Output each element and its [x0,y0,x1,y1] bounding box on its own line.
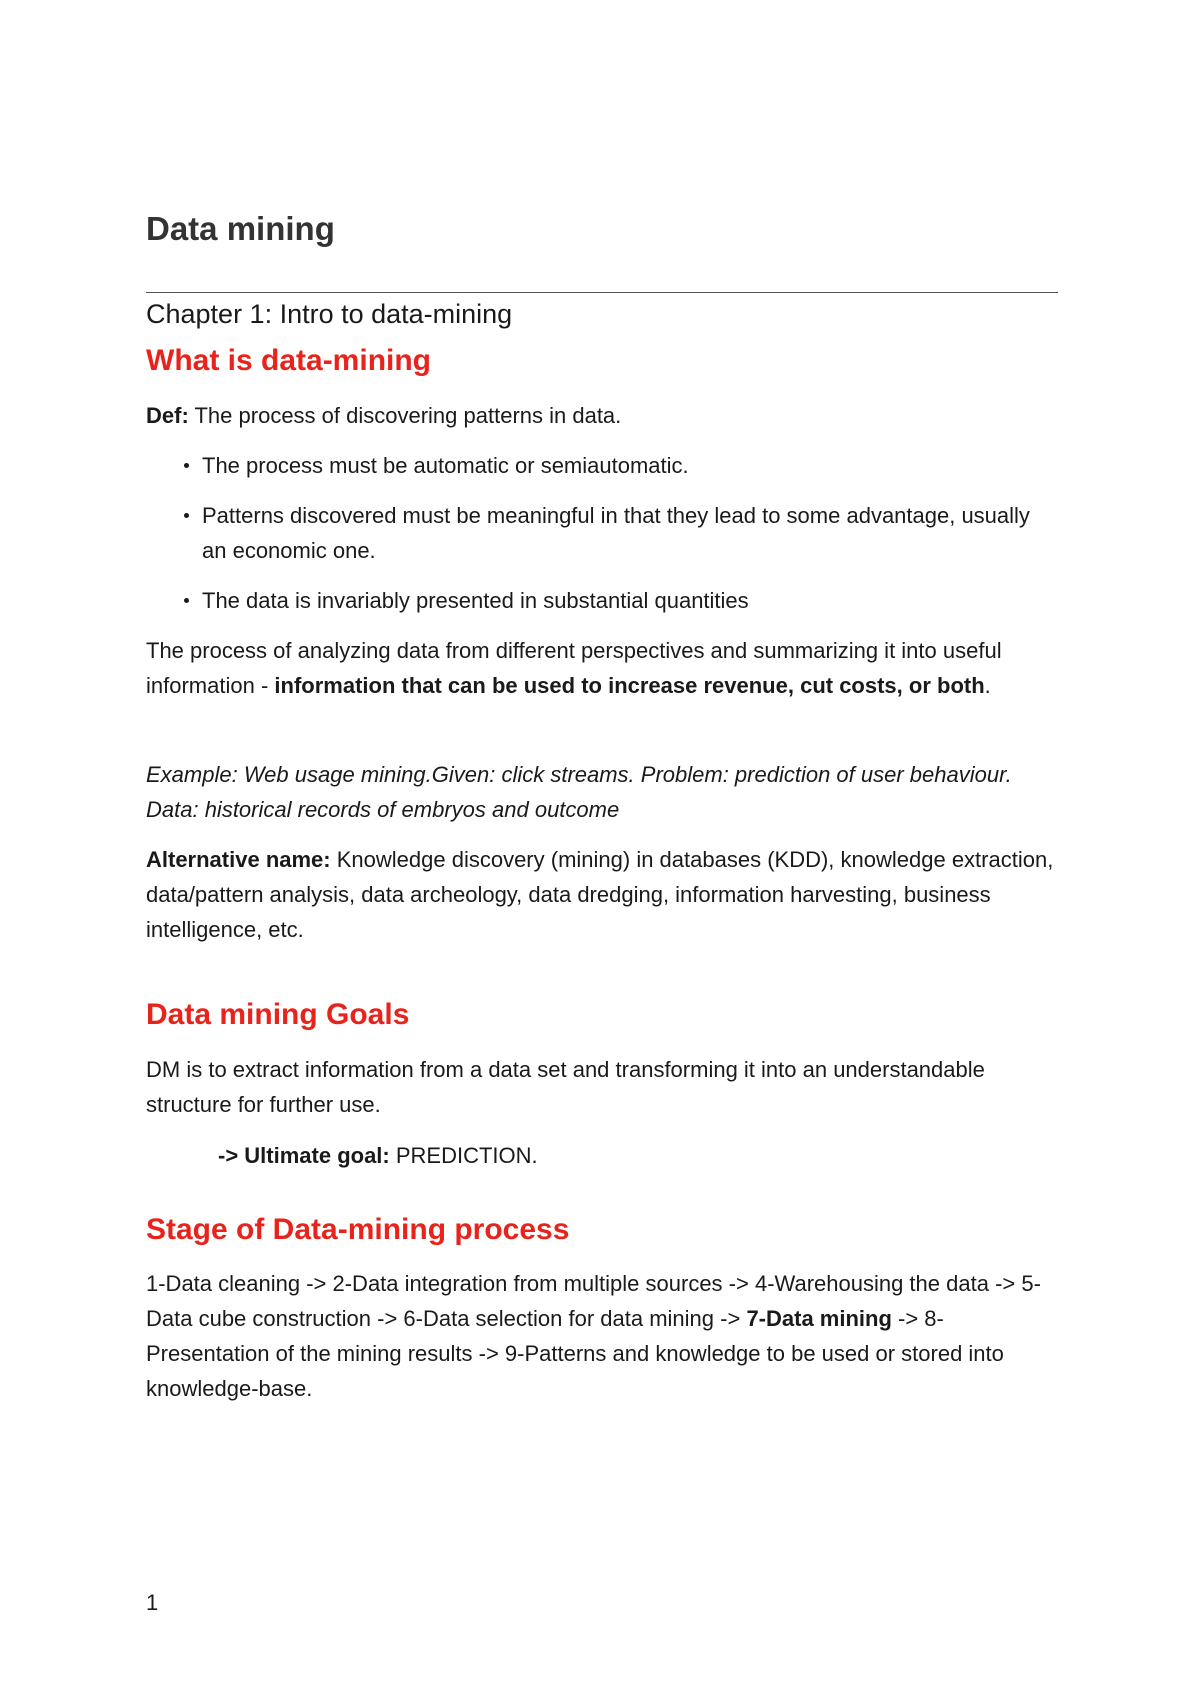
bullet-icon [184,598,189,603]
bullet-text: The process must be automatic or semiautomatic. [202,453,689,478]
analysis-paragraph [146,633,1058,703]
alternative-name-text: Knowledge discovery (mining) in databases (KDD), knowledge extraction, data/pattern analysis, data archeology, data dredging, information harvesting, business intelligence, etc. [146,847,1054,942]
page-number: 1 [146,1590,159,1615]
chapter-heading: Chapter 1: Intro to data-mining [146,299,513,329]
analysis-bold-text: information that can be used to increase revenue, cut costs, or both [274,673,985,698]
definition-text: The process of discovering patterns in data. [188,403,622,428]
title-divider [146,292,1058,293]
stages-text-start: 1-Data cleaning -> 2-Data integration from multiple sources -> 4-Warehousing the data -> 5-Data cube construction -> 6-Data selection for data mining -> [146,1271,1041,1331]
ultimate-goal-line [218,1138,1058,1173]
goals-paragraph: DM is to extract information from a data set and transforming it into an understandable structure for further use. [146,1057,985,1117]
ultimate-goal-value: PREDICTION. [389,1143,538,1168]
bullet-text: Patterns discovered must be meaningful in that they lead to some advantage, usually an economic one. [202,503,1030,563]
alternative-name-label: Alternative name: [146,847,331,872]
section-heading-stage-of-data-mining-process: Stage of Data-mining process [146,1213,570,1246]
definition-paragraph [146,398,1058,433]
alternative-name-paragraph [146,842,1058,947]
stages-text-end: -> 8-Presentation of the mining results -> 9-Patterns and knowledge to be used or stored into knowledge-base. [146,1306,1004,1401]
example-paragraph: Example: Web usage mining.Given: click streams. Problem: prediction of user behaviour. Data: historical records of embryos and outcome [146,762,1012,822]
bullet-icon [184,463,189,468]
bullet-text: The data is invariably presented in substantial quantities [202,588,749,613]
section-heading-what-is-data-mining: What is data-mining [146,344,431,377]
list-item [146,498,1058,568]
list-item [146,448,1058,483]
list-item [146,583,1058,618]
ultimate-goal-label: -> Ultimate goal: [218,1143,390,1168]
stages-paragraph [146,1266,1058,1406]
analysis-text: The process of analyzing data from different perspectives and summarizing it into useful information - [146,638,1002,698]
analysis-end: . [984,673,991,698]
stages-bold-text: 7-Data mining [746,1306,892,1331]
section-heading-data-mining-goals: Data mining Goals [146,998,410,1031]
bullet-icon [184,513,189,518]
definition-bullet-list [146,448,1058,618]
document-title: Data mining [146,210,335,247]
definition-label: Def: [146,403,189,428]
